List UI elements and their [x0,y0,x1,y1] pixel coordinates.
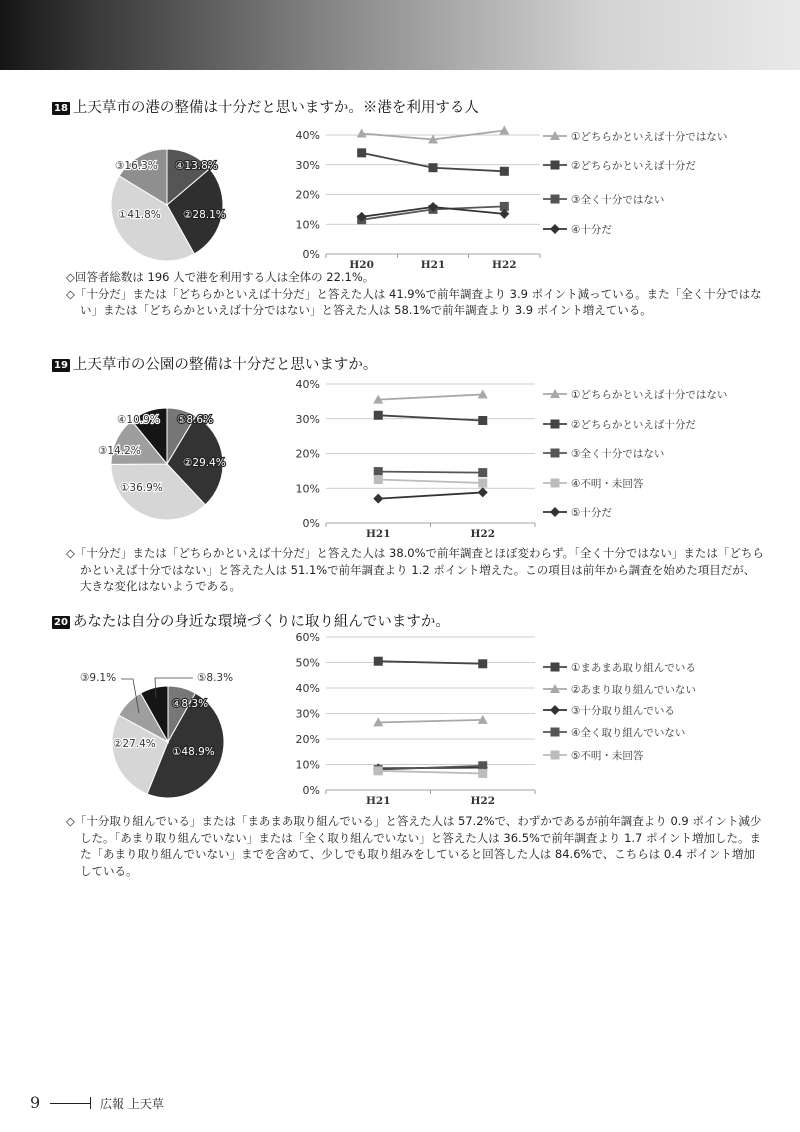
pie-slice-label: ①41.8% [118,209,161,221]
y-tick-label: 10% [295,758,320,772]
pie-slice-label: ③9.1% [80,672,117,684]
legend-label: ④不明・未回答 [571,478,644,490]
pie-slice-label: ③16.3% [115,160,158,172]
x-tick-label: H22 [470,795,496,807]
footer-rule-tick [90,1097,91,1109]
publication-name: 広報 上天草 [100,1097,164,1111]
legend-label: ②あまり取り組んでいない [571,684,696,696]
x-tick-label: H20 [349,259,374,271]
y-tick-label: 20% [295,733,320,746]
pie-slice-label: ④10.9% [117,414,160,426]
data-point-square [551,663,560,672]
summary-line: ◇「十分取り組んでいる」または「まあまあ取り組んでいる」と答えた人は 57.2%で、わずかであるが前年調査より 0.9 ポイント減少した。「あまり取り組んでいない」または「全く取り組んでいない」と答えた人は 36.5%で前年調査より 1.7 ポイント増加した。また「あまり取り組んでいない」までを含めて、少しでも取り組みをしていると回答した人は 84.6%で、こちらは 0.4 ポイント増加している。 [66,814,762,878]
y-tick-label: 30% [295,412,320,426]
data-point-square [478,659,487,668]
page-number: 9 [30,1093,41,1112]
pie-slice-label: ①36.9% [120,482,163,494]
x-tick-label: H21 [365,528,391,540]
y-tick-label: 20% [295,447,320,461]
question-text: 上天草市の公園の整備は十分だと思いますか。 [72,357,378,373]
y-tick-label: 0% [302,517,320,530]
question-number-badge: 20 [54,617,68,628]
y-tick-label: 10% [295,482,320,496]
summary-line: ◇「十分だ」または「どちらかといえば十分だ」と答えた人は 41.9%で前年調査より 3.9 ポイント減っている。また「全く十分ではない」または「どちらかといえば十分ではない」と答えた人は 58.1%で前年調査より 3.9 ポイント増えている。 [66,286,762,317]
x-tick-label: H22 [470,528,496,540]
legend-label: ①どちらかといえば十分ではない [571,131,728,143]
y-tick-label: 40% [295,682,320,695]
x-tick-label: H21 [365,795,391,807]
legend-label: ⑤十分だ [571,507,612,519]
x-tick-label: H22 [492,259,517,271]
legend-label: ①まあまあ取り組んでいる [571,662,696,674]
question-number-badge: 19 [54,360,68,371]
pie-slice-label: ②28.1% [183,209,226,221]
series-line [378,720,483,723]
y-tick-label: 60% [295,631,320,644]
pie-slice-label: ④8.3% [172,698,209,710]
legend-label: ④十分だ [571,224,612,236]
data-point-square [551,728,560,737]
section-20-summary [66,813,766,879]
data-point-square [478,769,487,778]
summary-line: ◇「十分だ」または「どちらかといえば十分だ」と答えた人は 38.0%で前年調査とほぼ変わらず。「全く十分ではない」または「どちらかといえば十分ではない」と答えた人は 51.1%で前年調査より 1.2 ポイント増えた。この項目は前年から調査を始めた項目だが、大きな変化はないようである。 [66,546,764,593]
footer-rule [50,1103,90,1104]
y-tick-label: 40% [295,129,320,142]
question-text: 上天草市の港の整備は十分だと思いますか。※港を利用する人 [72,100,479,116]
y-tick-label: 30% [295,158,320,172]
series-line [378,771,483,774]
y-tick-label: 0% [302,784,320,797]
legend-label: ②どちらかといえば十分だ [571,160,696,172]
pie-slice-label: ⑤8.6% [177,414,214,426]
y-tick-label: 20% [295,188,320,202]
y-tick-label: 10% [295,218,320,232]
data-point-square [374,657,383,666]
pie-slice-label: ①48.9% [172,746,215,758]
y-tick-label: 40% [295,378,320,391]
y-tick-label: 0% [302,248,320,261]
question-text: あなたは自分の身近な環境づくりに取り組んでいますか。 [72,614,450,630]
legend-label: ①どちらかといえば十分ではない [571,389,728,401]
legend-label: ⑤不明・未回答 [571,750,644,762]
y-tick-label: 50% [295,656,320,670]
series-line [378,661,483,664]
y-tick-label: 30% [295,707,320,721]
pie-slice-label: ⑤8.3% [197,672,234,684]
data-point-square [551,751,560,760]
legend-label: ②どちらかといえば十分だ [571,419,696,431]
data-point-diamond [550,705,560,715]
pie-slice-label: ④13.8% [175,160,218,172]
question-number-badge: 18 [54,103,68,114]
pie-slice-label: ③14.2% [98,445,141,457]
legend-label: ③全く十分ではない [571,448,665,460]
pie-slice-label: ②27.4% [113,738,156,750]
legend-label: ④全く取り組んでいない [571,727,686,739]
data-point-square [374,766,383,775]
legend-label: ③十分取り組んでいる [571,705,675,717]
summary-line: ◇回答者総数は 196 人で港を利用する人は全体の 22.1%。 [66,270,375,284]
legend-label: ③全く十分ではない [571,194,665,206]
x-tick-label: H21 [420,259,446,271]
pie-slice-label: ②29.4% [183,457,226,469]
